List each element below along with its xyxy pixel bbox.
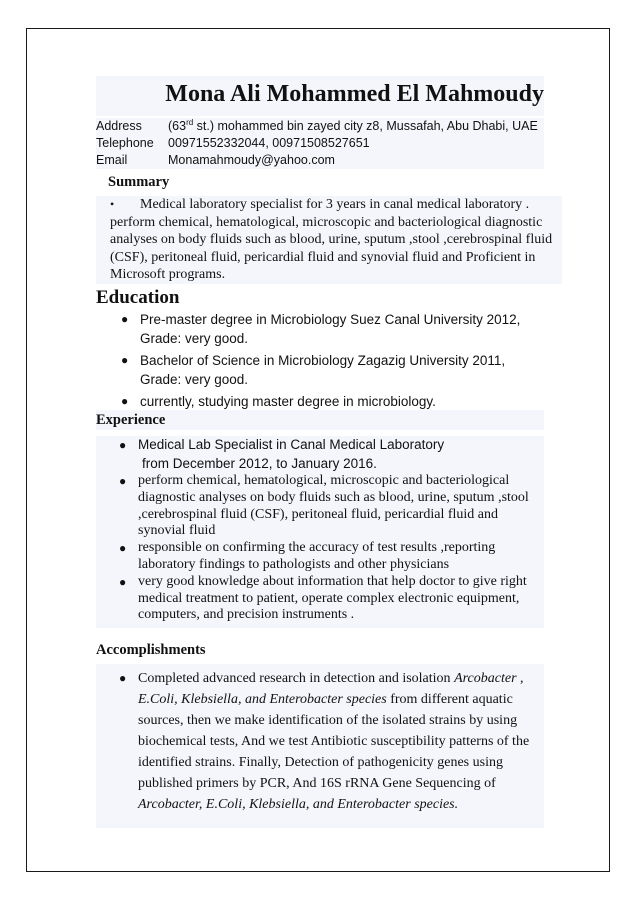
education-text: currently, studying master degree in microbiology. [140,394,436,409]
bullet-icon: ● [119,541,127,556]
bullet-icon: ● [119,438,127,452]
bullet-icon: • [110,197,115,211]
text-part: from different aquatic sources, then we make identification of the isolated strains by using biochemical tests, And we test Antibiotic susceptibility patterns of the identified strains. Finally, Detection of pathogenicity genes using published primers by PCR, And 16S rRNA Gene Sequencing of [138,692,530,791]
address-ordinal: rd [186,118,194,127]
education-item [118,392,538,411]
experience-text: very good knowledge about information that help doctor to give right medical treatment to patient, operate complex electronic equipment, computers, and precision instruments . [138,573,527,623]
education-list [118,310,538,414]
accomplishments-heading: Accomplishments [96,642,206,658]
address-value [168,118,538,135]
education-item [118,351,538,389]
accomplishments-section [96,664,544,828]
bullet-icon: ● [121,312,129,326]
experience-job [116,436,540,473]
email-row [96,152,544,169]
experience-item [116,473,540,540]
candidate-name: Mona Ali Mohammed El Mahmoudy [96,76,544,116]
bullet-icon: ● [119,474,127,488]
address-part: (63 [168,119,187,133]
experience-list [116,436,540,624]
summary-item [96,196,558,284]
experience-item [116,574,540,624]
bullet-icon: ● [121,353,129,367]
summary-text: Medical laboratory specialist for 3 years in canal medical laboratory . perform chemical, hematological, microscopic and bacteriological diagnostic analyses on body fluids such as blood, urine, sputum ,stool ,cerebrospinal fluid (CSF), peritoneal fluid, pericardial fluid and synovial fluid and Proficient in Microsoft programs. [110,197,553,283]
text-part: Completed advanced research in detection and isolation [138,671,455,686]
species-name: Arcobacter [454,671,517,686]
bullet-icon: ● [121,394,129,408]
experience-text: perform chemical, hematological, microscopic and bacteriological diagnostic analyses on body fluids such as blood, urine, sputum ,stool ,cerebrospinal fluid (CSF), peritoneal fluid, pericardial fluid and synovial fluid [138,473,529,539]
text-part: , [516,671,524,686]
job-title: Medical Lab Specialist in Canal Medical Laboratory [138,437,445,452]
species-name: Arcobacter, E.Coli, Klebsiella, and Enterobacter species. [138,797,459,812]
education-item [118,310,538,348]
experience-item [116,540,540,574]
education-text: Bachelor of Science in Microbiology Zagazig University 2011, Grade: very good. [140,353,506,387]
job-dates: from December 2012, to January 2016. [142,455,377,471]
telephone-value: 00971552332044, 00971508527651 [168,136,370,150]
education-heading: Education [96,287,180,308]
address-part: st.) mohammed bin zayed city z8, Mussafah, Abu Dhabi, UAE [193,119,538,133]
bullet-icon: ● [119,671,127,685]
summary-section [96,196,562,284]
email-label: Email [96,153,128,167]
telephone-row [96,135,544,152]
address-row [96,118,544,135]
email-value: Monamahmoudy@yahoo.com [168,153,335,167]
accomplishments-list [116,668,536,815]
bullet-icon: ● [119,574,127,589]
experience-heading: Experience [96,410,544,430]
education-text: Pre-master degree in Microbiology Suez Canal University 2012, Grade: very good. [140,312,521,346]
accomplishment-item [116,668,536,815]
species-name: E.Coli, Klebsiella, and Enterobacter species [138,692,387,707]
address-label: Address [96,119,142,133]
telephone-label: Telephone [96,136,154,150]
experience-text: responsible on confirming the accuracy of test results ,reporting laboratory findings to pathologists and other physicians [138,540,496,572]
experience-section [96,436,544,628]
summary-heading: Summary [108,174,170,190]
accomplishment-text [138,671,529,812]
contact-block [96,118,544,169]
